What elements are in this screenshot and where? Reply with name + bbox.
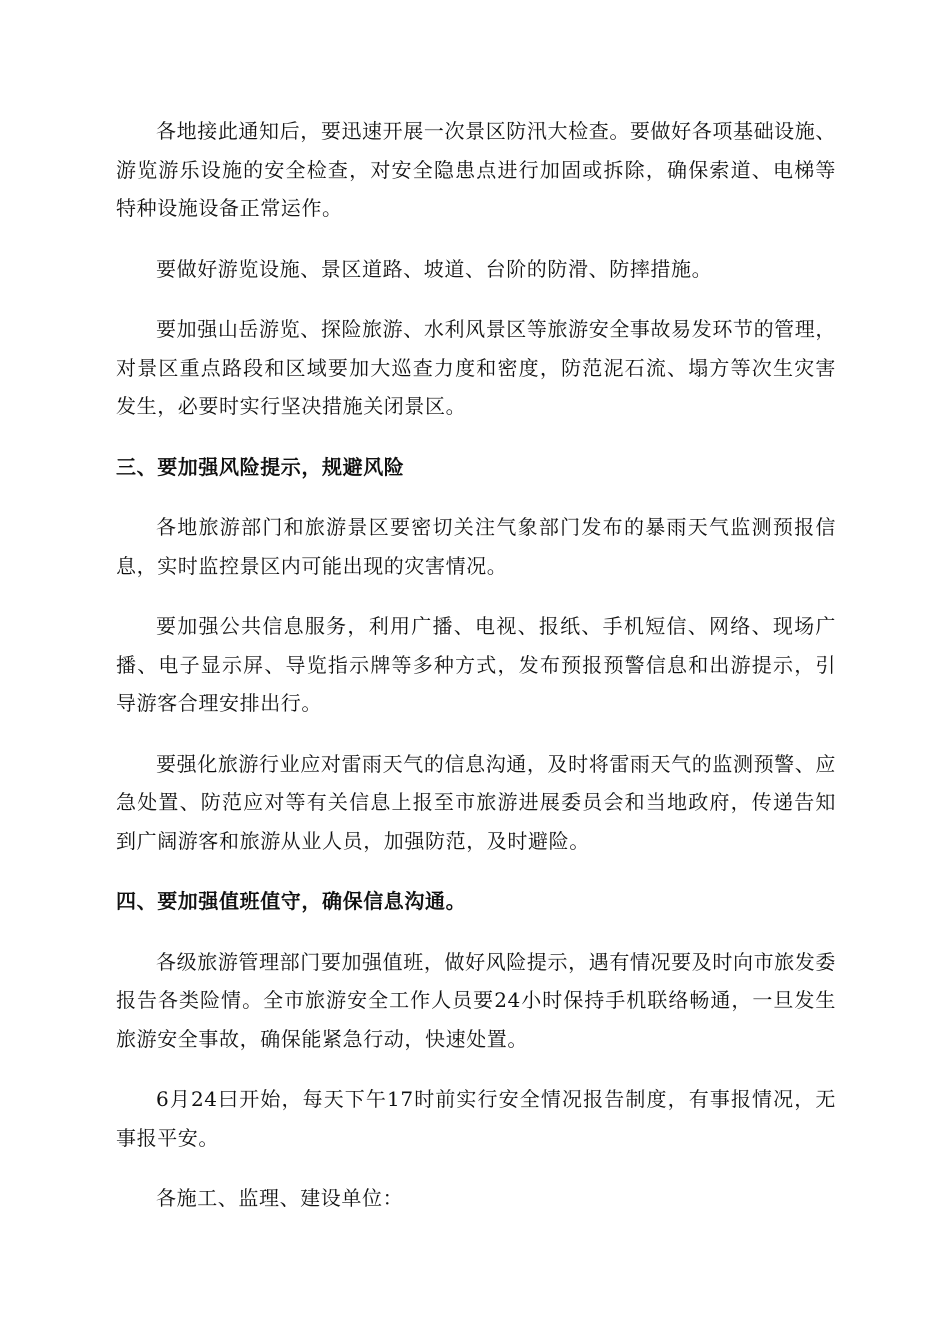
paragraph-mountain-management: 要加强山岳游览、探险旅游、水利风景区等旅游安全事故易发环节的管理，对景区重点路段和区域要加大巡查力度和密度，防范泥石流、塌方等次生灾害发生，必要时实行坚决措施关闭景区。: [116, 317, 836, 418]
paragraph-inspection: 各地接此通知后，要迅速开展一次景区防汛大检查。要做好各项基础设施、游览游乐设施的安全检查，对安全隐患点进行加固或拆除，确保索道、电梯等特种设施设备正常运作。: [116, 119, 836, 220]
paragraph-anti-slip: 要做好游览设施、景区道路、坡道、台阶的防滑、防摔措施。: [156, 256, 713, 281]
document-page: [116, 112, 836, 1240]
paragraph-addressee: 各施工、监理、建设单位：: [156, 1186, 404, 1210]
paragraph-weather-monitoring: 各地旅游部门和旅游景区要密切关注气象部门发布的暴雨天气监测预报信息，实时监控景区内可能出现的灾害情况。: [116, 515, 836, 578]
paragraph-daily-report: 6月24曰开始，每天下午17时前实行安全情况报告制度，有事报情况，无事报平安。: [116, 1087, 836, 1150]
paragraph-public-information: 要加强公共信息服务，利用广播、电视、报纸、手机短信、网络、现场广播、电子显示屏、导览指示牌等多种方式，发布预报预警信息和出游提示，引导游客合理安排出行。: [116, 614, 836, 715]
section-heading-risk-warning: 三、要加强风险提示，规避风险: [116, 454, 405, 479]
paragraph-communication: 要强化旅游行业应对雷雨天气的信息沟通，及时将雷雨天气的监测预警、应急处置、防范应对等有关信息上报至市旅游进展委员会和当地政府，传递告知到广阔游客和旅游从业人员，加强防范，及时避险。: [116, 751, 836, 853]
paragraph-duty-reporting: 各级旅游管理部门要加强值班，做好风险提示，遇有情况要及时向市旅发委报告各类险情。全市旅游安全工作人员要24小时保持手机联络畅通，一旦发生旅游安全事故，确保能紧急行动，快速处置。: [116, 949, 836, 1051]
section-heading-duty: 四、要加强值班值守，确保信息沟通。: [116, 889, 467, 913]
